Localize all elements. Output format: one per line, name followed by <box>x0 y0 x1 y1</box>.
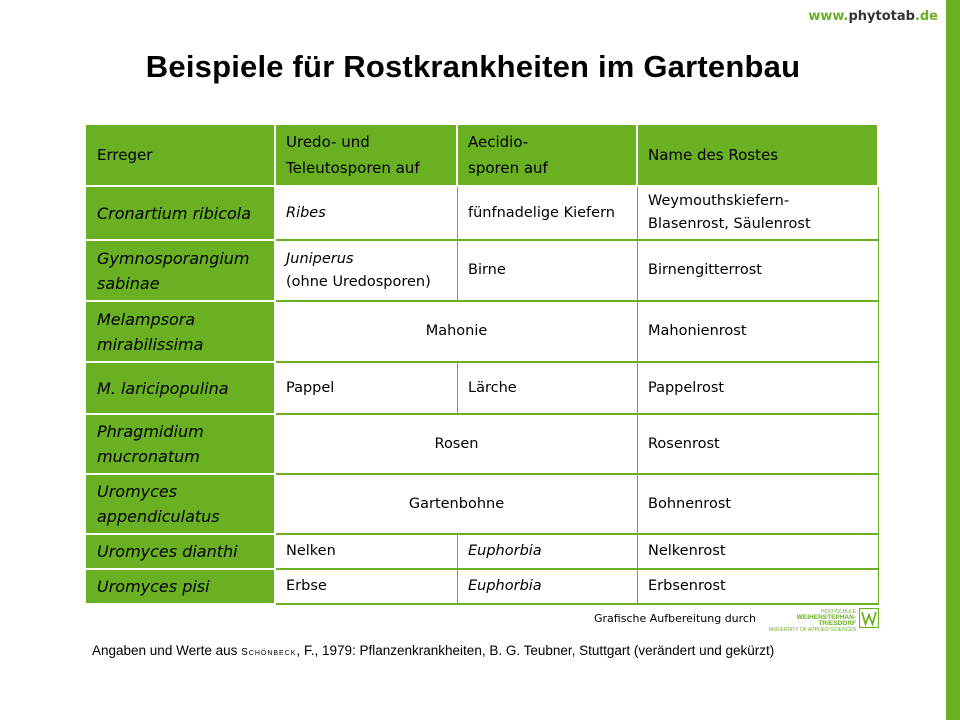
logo-text <box>762 609 856 633</box>
host-both-text: Gartenbohne <box>408 495 505 512</box>
aecidio-cell <box>458 241 638 302</box>
uredo-text: Pappel <box>286 379 335 396</box>
aecidio-text: Euphorbia <box>468 578 542 594</box>
rust-name-cell <box>638 475 879 535</box>
header-uredo-line1: Uredo- und <box>286 133 370 151</box>
host-both-cell <box>276 475 638 535</box>
site-url[interactable] <box>808 9 938 24</box>
aecidio-cell <box>458 363 638 415</box>
table-row <box>86 415 879 475</box>
source-citation <box>92 643 774 658</box>
logo-mark-icon <box>859 608 879 628</box>
source-pre: Angaben und Werte aus <box>92 643 242 658</box>
aecidio-text: Birne <box>468 262 506 278</box>
uredo-text: Ribes <box>286 204 326 221</box>
aecidio-text: Euphorbia <box>468 543 542 559</box>
table-header-row <box>86 125 879 187</box>
source-post: , F., 1979: Pflanzenkrankheiten, B. G. Teubner, Stuttgart (verändert und gekürzt) <box>296 643 775 658</box>
rust-name-text: Bohnenrost <box>648 495 732 512</box>
rust-name-text: Nelkenrost <box>648 543 726 559</box>
uredo-text: Nelken <box>286 543 336 559</box>
erreger-cell <box>86 302 276 363</box>
rust-name-text: Weymouthskiefern- <box>648 193 790 209</box>
header-aecidio-line2: sporen auf <box>468 159 548 177</box>
rust-name-text: Mahonienrost <box>648 323 747 339</box>
rust-name-text: Rosenrost <box>648 435 720 452</box>
uredo-cell <box>276 570 458 605</box>
erreger-text: Cronartium ribicola <box>97 203 252 223</box>
host-both-cell <box>276 415 638 475</box>
rust-name-cell <box>638 241 879 302</box>
logo-line3: UNIVERSITY OF APPLIED SCIENCES <box>768 627 856 633</box>
site-url-name: phytotab <box>848 9 915 24</box>
erreger-text: Phragmidium <box>97 422 204 441</box>
erreger-text: Uromyces <box>97 482 178 501</box>
erreger-text: mirabilissima <box>97 334 204 354</box>
host-both-cell <box>276 302 638 363</box>
rust-name-cell <box>638 535 879 570</box>
erreger-text: M. laricipopulina <box>97 378 229 398</box>
erreger-cell <box>86 535 276 570</box>
table-row <box>86 570 879 605</box>
table-row <box>86 241 879 302</box>
erreger-cell <box>86 570 276 605</box>
header-aecidio <box>458 125 638 187</box>
erreger-cell <box>86 187 276 241</box>
table-row <box>86 535 879 570</box>
page-title: Beispiele für Rostkrankheiten im Gartenbau <box>145 49 801 84</box>
rust-name-text: Birnengitterrost <box>648 262 762 278</box>
erreger-text: Uromyces dianthi <box>97 542 238 561</box>
credit-text: Grafische Aufbereitung durch <box>594 612 756 625</box>
site-url-tld: .de <box>914 9 938 24</box>
site-url-www: www. <box>808 9 849 24</box>
table-row <box>86 363 879 415</box>
table-row <box>86 475 879 535</box>
erreger-text: appendiculatus <box>97 507 220 526</box>
rust-name-cell <box>638 570 879 605</box>
erreger-text: mucronatum <box>97 447 200 466</box>
header-name: Name des Rostes <box>638 125 879 187</box>
erreger-text: Gymnosporangium <box>97 248 250 268</box>
right-accent-bar <box>946 0 960 720</box>
erreger-text: Uromyces pisi <box>97 577 210 596</box>
uredo-text: (ohne Uredosporen) <box>286 273 431 290</box>
aecidio-cell <box>458 535 638 570</box>
header-uredo-line2: Teleutosporen auf <box>286 159 420 177</box>
rust-name-text: Blasenrost, Säulenrost <box>648 216 811 232</box>
aecidio-text: Lärche <box>468 379 517 396</box>
uredo-text: Erbse <box>286 578 327 594</box>
erreger-cell <box>86 363 276 415</box>
erreger-text: Melampsora <box>97 309 196 329</box>
logo-line2: WEIHENSTEPHAN-TRIESDORF <box>796 614 856 627</box>
logo-line1: HOCHSCHULE <box>820 609 856 615</box>
rust-name-cell <box>638 415 879 475</box>
uredo-cell <box>276 187 458 241</box>
header-uredo <box>276 125 458 187</box>
host-both-text: Mahonie <box>425 323 488 339</box>
table-row <box>86 302 879 363</box>
rust-name-cell <box>638 363 879 415</box>
erreger-text: sabinae <box>97 273 160 293</box>
erreger-cell <box>86 475 276 535</box>
university-logo <box>762 608 880 632</box>
aecidio-cell <box>458 187 638 241</box>
aecidio-text: fünfnadelige Kiefern <box>468 204 615 221</box>
uredo-cell <box>276 241 458 302</box>
header-aecidio-line1: Aecidio- <box>468 133 529 151</box>
rust-name-text: Erbsenrost <box>648 578 726 594</box>
aecidio-cell <box>458 570 638 605</box>
uredo-cell <box>276 535 458 570</box>
table-row <box>86 187 879 241</box>
erreger-cell <box>86 415 276 475</box>
rust-name-text: Pappelrost <box>648 379 725 396</box>
rust-name-cell <box>638 187 879 241</box>
header-erreger: Erreger <box>86 125 276 187</box>
uredo-cell <box>276 363 458 415</box>
host-both-text: Rosen <box>434 435 479 452</box>
source-author: Schönbeck <box>241 647 297 658</box>
uredo-text: Juniperus <box>286 250 354 267</box>
rust-name-cell <box>638 302 879 363</box>
erreger-cell <box>86 241 276 302</box>
rust-table <box>86 125 879 605</box>
